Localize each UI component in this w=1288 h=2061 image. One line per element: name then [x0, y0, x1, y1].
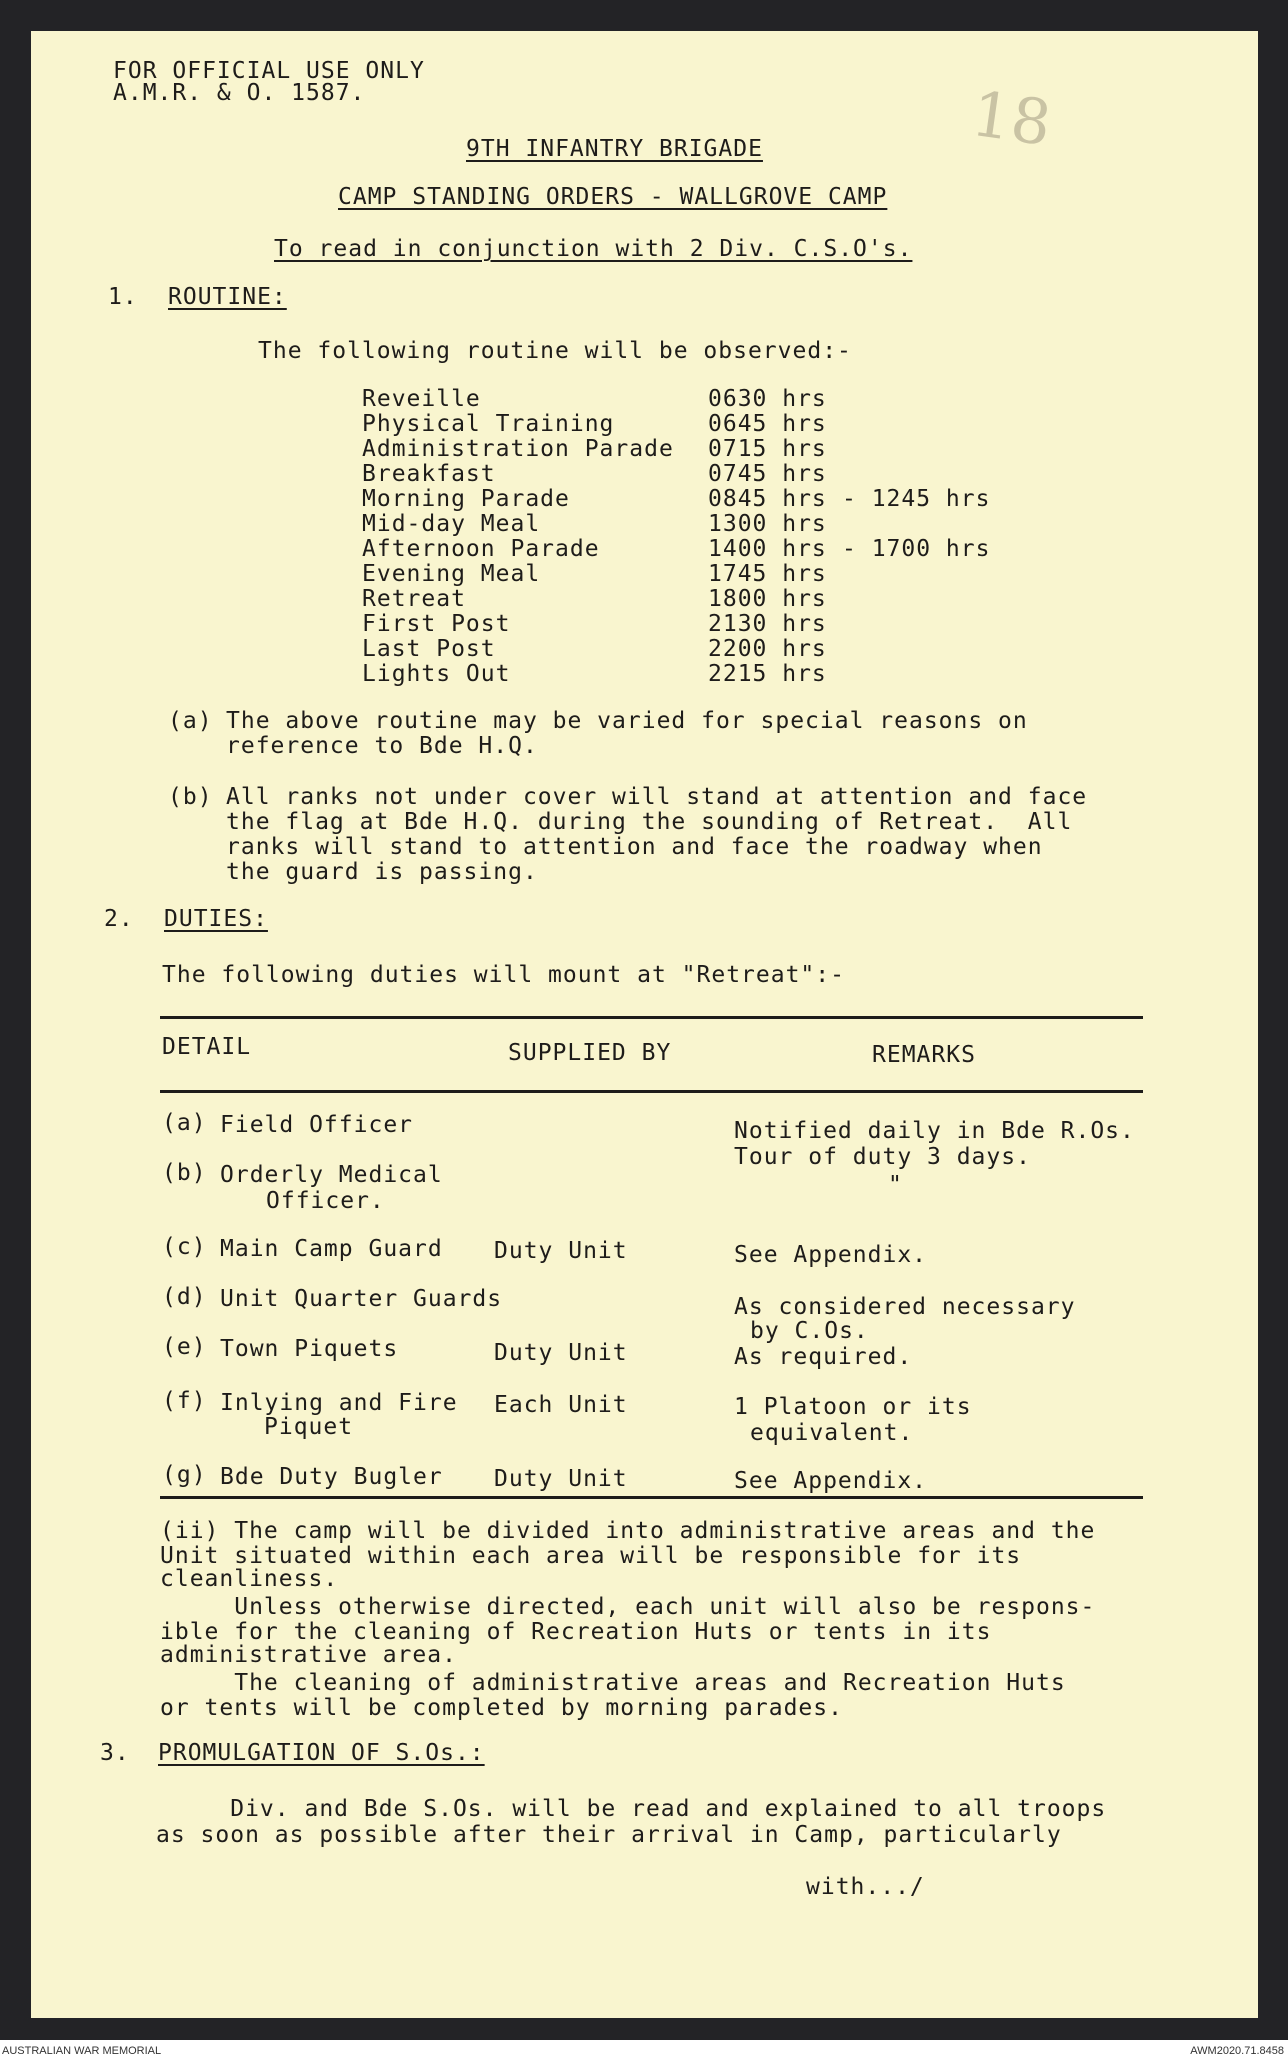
routine-time: 1300 hrs: [708, 511, 827, 537]
routine-time: 0630 hrs: [708, 386, 827, 412]
routine-event: First Post: [362, 611, 511, 637]
column-header-detail: DETAIL: [162, 1034, 252, 1060]
conjunction-note: To read in conjunction with 2 Div. C.S.O's.: [274, 236, 913, 262]
form-reference: A.M.R. & O. 1587.: [113, 80, 366, 106]
para-ii-line: The cleaning of administrative areas and Recreation Huts: [160, 1670, 1066, 1696]
section-3-number: 3.: [100, 1740, 130, 1766]
duty-remark: equivalent.: [750, 1420, 914, 1446]
brigade-title: 9TH INFANTRY BRIGADE: [466, 136, 763, 162]
routine-event: Administration Parade: [362, 436, 674, 462]
duty-remark: See Appendix.: [734, 1468, 928, 1494]
routine-time: 1745 hrs: [708, 561, 827, 587]
para-ii-line: or tents will be completed by morning parades.: [160, 1695, 843, 1721]
section-2-heading: DUTIES:: [164, 906, 268, 932]
duty-remark: See Appendix.: [734, 1242, 928, 1268]
duty-remark: ": [888, 1172, 903, 1198]
note-b-label: (b): [168, 784, 213, 810]
section-2-number: 2.: [104, 906, 134, 932]
routine-time: 0645 hrs: [708, 411, 827, 437]
duty-remark: As required.: [734, 1344, 913, 1370]
section-3-line: Div. and Bde S.Os. will be read and explained to all troops: [156, 1796, 1107, 1822]
archive-credit: AUSTRALIAN WAR MEMORIAL: [2, 2045, 162, 2057]
continuation-marker: with.../: [806, 1874, 925, 1900]
official-use-label: FOR OFFICIAL USE ONLY: [113, 58, 425, 84]
section-1-heading: ROUTINE:: [168, 284, 287, 310]
para-ii-line: ible for the cleaning of Recreation Huts or tents in its: [160, 1619, 992, 1645]
note-b-line: All ranks not under cover will stand at attention and face: [226, 784, 1088, 810]
duty-remark: As considered necessary: [734, 1294, 1076, 1320]
routine-time: 0715 hrs: [708, 436, 827, 462]
duty-detail: Piquet: [264, 1414, 354, 1440]
column-header-remarks: REMARKS: [872, 1042, 976, 1068]
duty-detail: Bde Duty Bugler: [220, 1464, 443, 1490]
note-a-label: (a): [168, 708, 213, 734]
para-ii-line: cleanliness.: [160, 1566, 339, 1592]
para-ii-line: Unless otherwise directed, each unit will also be respons-: [160, 1594, 1096, 1620]
section-3-heading: PROMULGATION OF S.Os.:: [158, 1740, 485, 1766]
note-b-line: the flag at Bde H.Q. during the sounding of Retreat. All: [226, 809, 1073, 835]
routine-event: Breakfast: [362, 461, 496, 487]
duty-detail: Town Piquets: [220, 1336, 399, 1362]
routine-event: Lights Out: [362, 661, 511, 687]
duty-detail: Main Camp Guard: [220, 1236, 443, 1262]
duty-supplied-by: Each Unit: [494, 1392, 628, 1418]
duty-detail: Officer.: [266, 1188, 385, 1214]
routine-event: Reveille: [362, 386, 481, 412]
duty-detail: Field Officer: [220, 1112, 414, 1138]
table-header-rule: [160, 1090, 1143, 1093]
duty-remark: Tour of duty 3 days.: [734, 1144, 1031, 1170]
section-1-number: 1.: [108, 284, 138, 310]
duty-remark: Notified daily in Bde R.Os.: [734, 1118, 1135, 1144]
orders-title: CAMP STANDING ORDERS - WALLGROVE CAMP: [338, 184, 888, 210]
routine-until: - 1245 hrs: [842, 486, 991, 512]
note-b-line: the guard is passing.: [226, 859, 538, 885]
duty-supplied-by: Duty Unit: [494, 1466, 628, 1492]
duty-remark: by C.Os.: [750, 1318, 869, 1344]
routine-event: Retreat: [362, 586, 466, 612]
routine-time: 2215 hrs: [708, 661, 827, 687]
routine-event: Last Post: [362, 636, 496, 662]
duty-label: (g): [162, 1462, 207, 1488]
duty-label: (c): [162, 1234, 207, 1260]
duty-label: (d): [162, 1284, 207, 1310]
routine-event: Physical Training: [362, 411, 615, 437]
handwritten-folio-number: 18: [967, 76, 1056, 161]
para-ii-line: Unit situated within each area will be responsible for its: [160, 1543, 1022, 1569]
table-bottom-rule: [160, 1496, 1143, 1499]
duty-detail: Inlying and Fire: [220, 1390, 458, 1416]
note-b-line: ranks will stand to attention and face the roadway when: [226, 834, 1043, 860]
routine-event: Evening Meal: [362, 561, 541, 587]
routine-intro: The following routine will be observed:-: [258, 338, 852, 364]
duty-label: (e): [162, 1334, 207, 1360]
routine-time: 1400 hrs: [708, 536, 827, 562]
section-3-line: as soon as possible after their arrival in Camp, particularly: [156, 1822, 1062, 1848]
routine-time: 1800 hrs: [708, 586, 827, 612]
note-a-line: reference to Bde H.Q.: [226, 733, 538, 759]
duty-detail: Orderly Medical: [220, 1162, 443, 1188]
note-a-line: The above routine may be varied for special reasons on: [226, 708, 1028, 734]
para-ii-line: administrative area.: [160, 1642, 457, 1668]
routine-until: - 1700 hrs: [842, 536, 991, 562]
column-header-supplied-by: SUPPLIED BY: [508, 1040, 672, 1066]
para-ii-line: (ii) The camp will be divided into administrative areas and the: [160, 1518, 1096, 1544]
table-top-rule: [160, 1016, 1143, 1019]
duties-intro: The following duties will mount at "Retreat":-: [162, 962, 845, 988]
routine-time: 0845 hrs: [708, 486, 827, 512]
duty-label: (a): [162, 1110, 207, 1136]
duty-remark: 1 Platoon or its: [734, 1394, 972, 1420]
routine-event: Morning Parade: [362, 486, 570, 512]
routine-event: Mid-day Meal: [362, 511, 541, 537]
duty-detail: Unit Quarter Guards: [220, 1286, 503, 1312]
routine-time: 2130 hrs: [708, 611, 827, 637]
duty-supplied-by: Duty Unit: [494, 1340, 628, 1366]
duty-label: (b): [162, 1160, 207, 1186]
duty-supplied-by: Duty Unit: [494, 1238, 628, 1264]
routine-time: 2200 hrs: [708, 636, 827, 662]
routine-event: Afternoon Parade: [362, 536, 600, 562]
duty-label: (f): [162, 1388, 207, 1414]
archive-reference: AWM2020.71.8458: [1190, 2045, 1284, 2057]
routine-time: 0745 hrs: [708, 461, 827, 487]
